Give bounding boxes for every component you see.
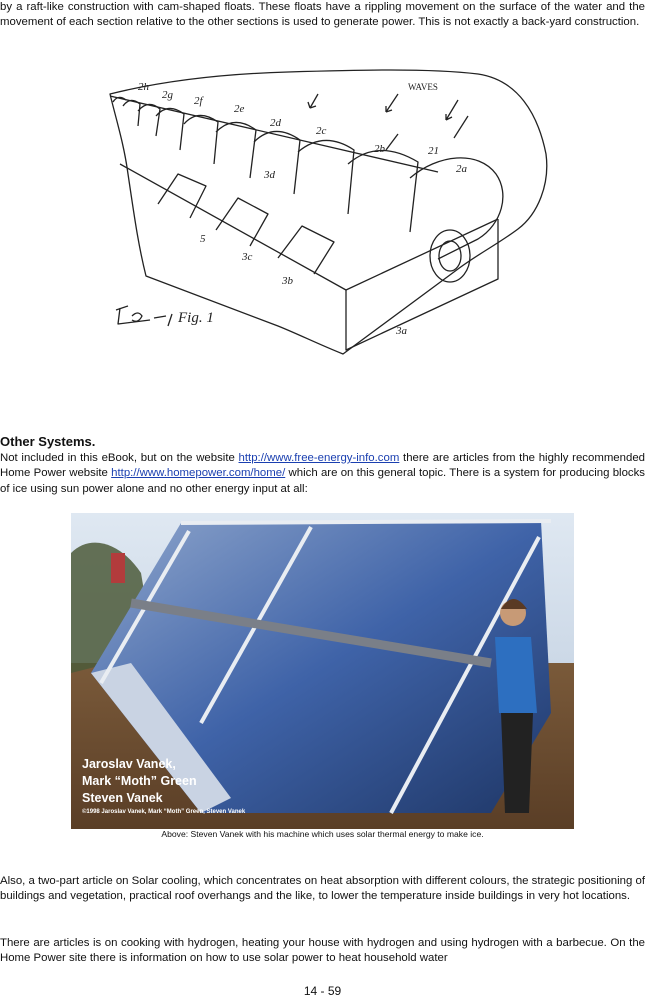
link-homepower[interactable]: http://www.homepower.com/home/ (111, 467, 286, 480)
label-2g: 2g (162, 89, 173, 101)
other-systems-paragraph (0, 451, 645, 497)
label-2b: 2b (374, 143, 385, 155)
label-2d: 2d (270, 117, 281, 129)
wave-arrow-2 (386, 94, 398, 112)
wave-arrow-4 (386, 134, 398, 150)
raft-edge (346, 219, 498, 350)
label-3c: 3c (242, 251, 253, 263)
label-2e: 2e (234, 103, 245, 115)
frame-top (181, 521, 551, 523)
label-2c: 2c (316, 125, 327, 137)
copyright-line: ©1998 Jaroslav Vanek, Mark “Moth” Green, Steven Vanek (82, 809, 246, 815)
fig-mark (116, 306, 172, 326)
hydrogen-paragraph: There are articles is on cooking with hydrogen, heating your house with hydrogen and using hydrogen with a barbecue. On the Home Power site there is information on how to use solar power to heat household water (0, 937, 645, 965)
sign-post (111, 553, 125, 583)
label-waves: WAVES (408, 82, 438, 92)
wave-power-patent-drawing (98, 54, 550, 360)
label-2f: 2f (194, 95, 203, 107)
label-2h: 2h (138, 81, 149, 93)
credit-name-1: Jaroslav Vanek, (82, 757, 176, 771)
solar-ice-maker-photo (71, 513, 574, 829)
text-2: there are articles from the highly recommended Home Power website (0, 452, 645, 480)
photo-credit (82, 756, 245, 815)
label-3a: 3a (396, 325, 407, 337)
wave-arrow-3 (446, 100, 458, 120)
credit-name-2: Mark “Moth” Green (82, 774, 197, 788)
intro-paragraph: by a raft-like construction with cam-shaped floats. These floats have a rippling movement on the surface of the water and the movement of each section relative to the other sections is used to generate power. This is not exactly a back-yard construction. (0, 1, 645, 29)
credit-name-3: Steven Vanek (82, 791, 163, 805)
label-3d: 3d (264, 169, 275, 181)
text-1: Not included in this eBook, but on the website (0, 452, 239, 464)
label-3b: 3b (282, 275, 293, 287)
text-3: which are on this general topic. There is a system for producing blocks of ice using sun power alone and no other energy input at all: (0, 467, 645, 495)
water-outline (110, 70, 547, 354)
wave-arrow-1 (308, 94, 318, 108)
page-number: 14 - 59 (303, 984, 342, 998)
label-5: 5 (200, 233, 206, 245)
photo-caption: Above: Steven Vanek with his machine which uses solar thermal energy to make ice. (161, 829, 484, 839)
float-row-bottom (120, 164, 346, 290)
label-2a: 2a (456, 163, 467, 175)
figure-caption: Fig. 1 (178, 310, 214, 326)
axle-inner (439, 241, 461, 271)
link-free-energy-info[interactable]: http://www.free-energy-info.com (238, 452, 400, 464)
label-21: 21 (428, 145, 439, 157)
raft-front (346, 219, 498, 290)
wave-arrow-5 (454, 116, 468, 138)
cooling-paragraph: Also, a two-part article on Solar cooling, which concentrates on heat absorption with different colours, the strategic positioning of buildings and vegetation, practical roof overhangs and the like, to lower the temperature inside buildings in very hot locations. (0, 875, 645, 903)
section-heading: Other Systems. (0, 434, 96, 449)
